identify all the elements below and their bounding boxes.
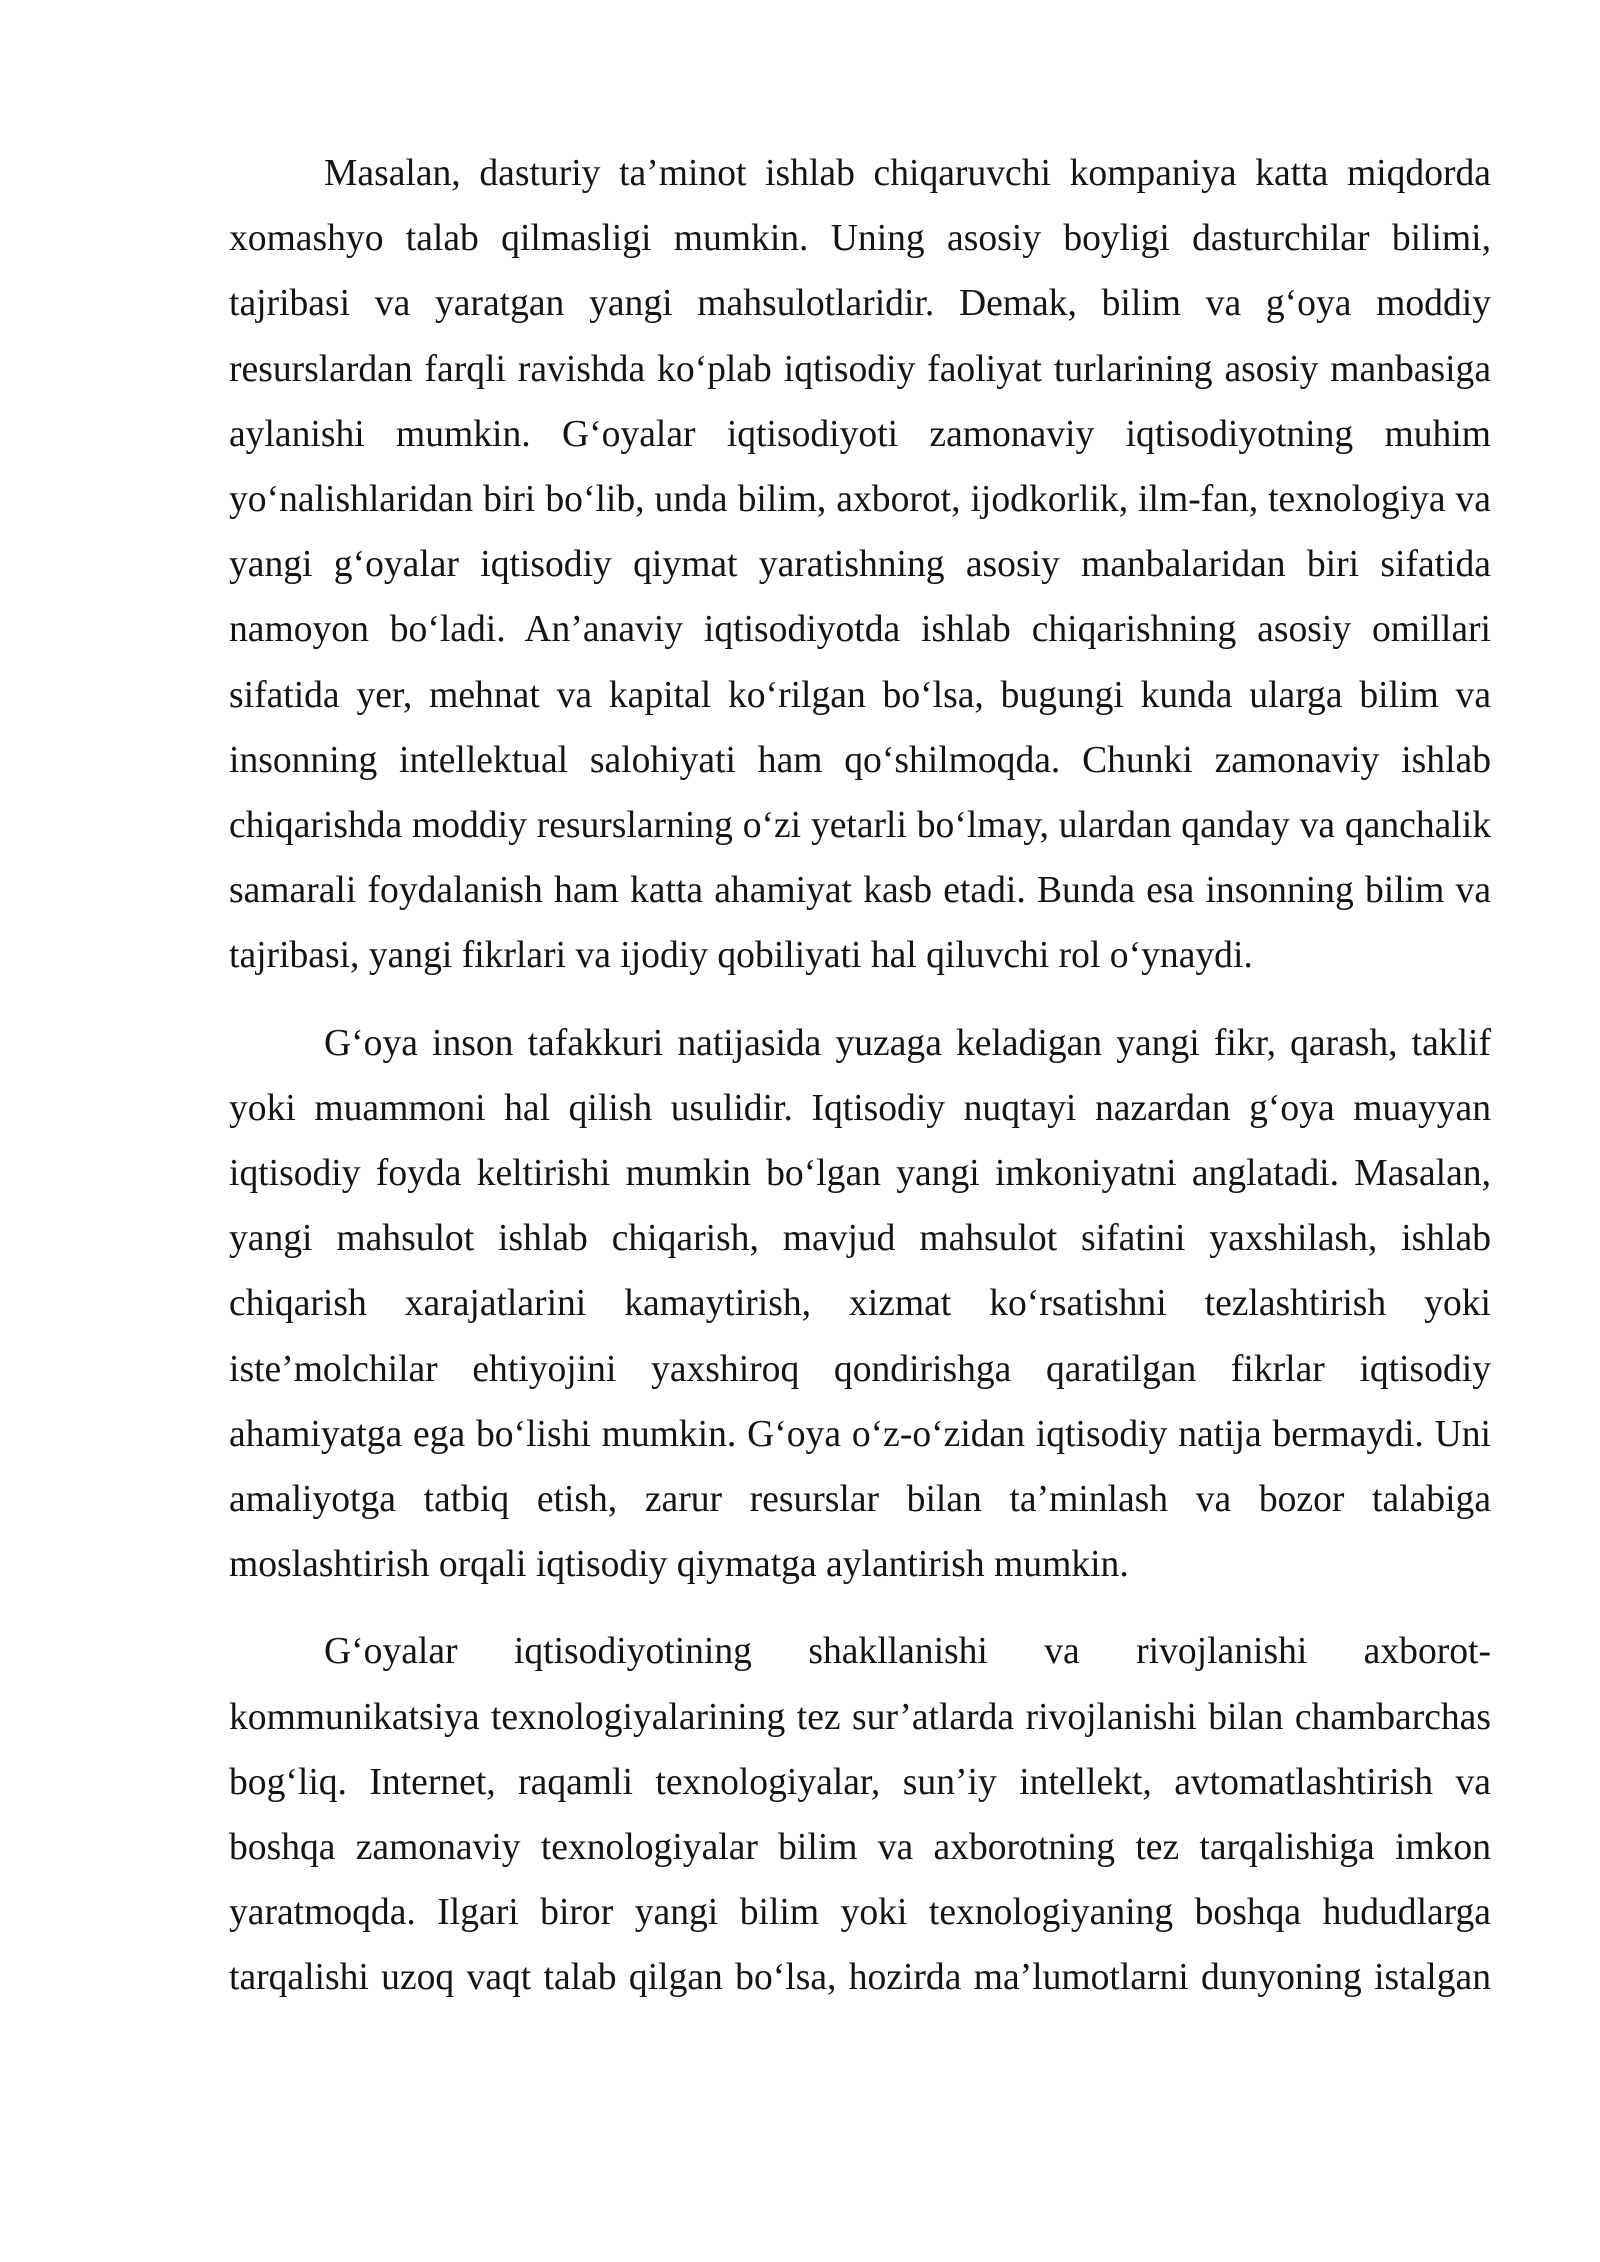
document-body (229, 141, 1491, 2033)
paragraph-2: G‘oya inson tafakkuri natijasida yuzaga keladigan yangi fikr, qarash, taklif yoki muammoni hal qilish usulidir. Iqtisodiy nuqtayi nazardan g‘oya muayyan iqtisodiy foyda keltirishi mumkin bo‘lgan yangi imkoniyatni anglatadi. Masalan, yangi mahsulot ishlab chiqarish, mavjud mahsulot sifatini yaxshilash, ishlab chiqarish xarajatlarini kamaytirish, xizmat ko‘rsatishni tezlashtirish yoki iste’molchilar ehtiyojini yaxshiroq qondirishga qaratilgan fikrlar iqtisodiy ahamiyatga ega bo‘lishi mumkin. G‘oya o‘z-o‘zidan iqtisodiy natija bermaydi. Uni amaliyotga tatbiq etish, zarur resurslar bilan ta’minlash va bozor talabiga moslashtirish orqali iqtisodiy qiymatga aylantirish mumkin. (229, 1022, 1491, 1586)
paragraph-1: Masalan, dasturiy ta’minot ishlab chiqaruvchi kompaniya katta miqdorda xomashyo talab qilmasligi mumkin. Uning asosiy boyligi dasturchilar bilimi, tajribasi va yaratgan yangi mahsulotlaridir. Demak, bilim va g‘oya moddiy resurslardan farqli ravishda ko‘plab iqtisodiy faoliyat turlarining asosiy manbasiga aylanishi mumkin. G‘oyalar iqtisodiyoti zamonaviy iqtisodiyotning muhim yo‘nalishlaridan biri bo‘lib, unda bilim, axborot, ijodkorlik, ilm-fan, texnologiya va yangi g‘oyalar iqtisodiy qiymat yaratishning asosiy manbalaridan biri sifatida namoyon bo‘ladi. An’anaviy iqtisodiyotda ishlab chiqarishning asosiy omillari sifatida yer, mehnat va kapital ko‘rilgan bo‘lsa, bugungi kunda ularga bilim va insonning intellektual salohiyati ham qo‘shilmoqda. Chunki zamonaviy ishlab chiqarishda moddiy resurslarning o‘zi yetarli bo‘lmay, ulardan qanday va qanchalik samarali foydalanish ham katta ahamiyat kasb etadi. Bunda esa insonning bilim va tajribasi, yangi fikrlari va ijodiy qobiliyati hal qiluvchi rol o‘ynaydi. (229, 153, 1491, 977)
paragraph-3: G‘oyalar iqtisodiyotining shakllanishi va rivojlanishi axborot-kommunikatsiya texnologiyalarining tez sur’atlarda rivojlanishi bilan chambarchas bog‘liq. Internet, raqamli texnologiyalar, sun’iy intellekt, avtomatlashtirish va boshqa zamonaviy texnologiyalar bilim va axborotning tez tarqalishiga imkon yaratmoqda. Ilgari biror yangi bilim yoki texnologiyaning boshqa hududlarga tarqalishi uzoq vaqt talab qilgan bo‘lsa, hozirda ma’lumotlarni dunyoning istalgan (229, 1631, 1491, 1999)
